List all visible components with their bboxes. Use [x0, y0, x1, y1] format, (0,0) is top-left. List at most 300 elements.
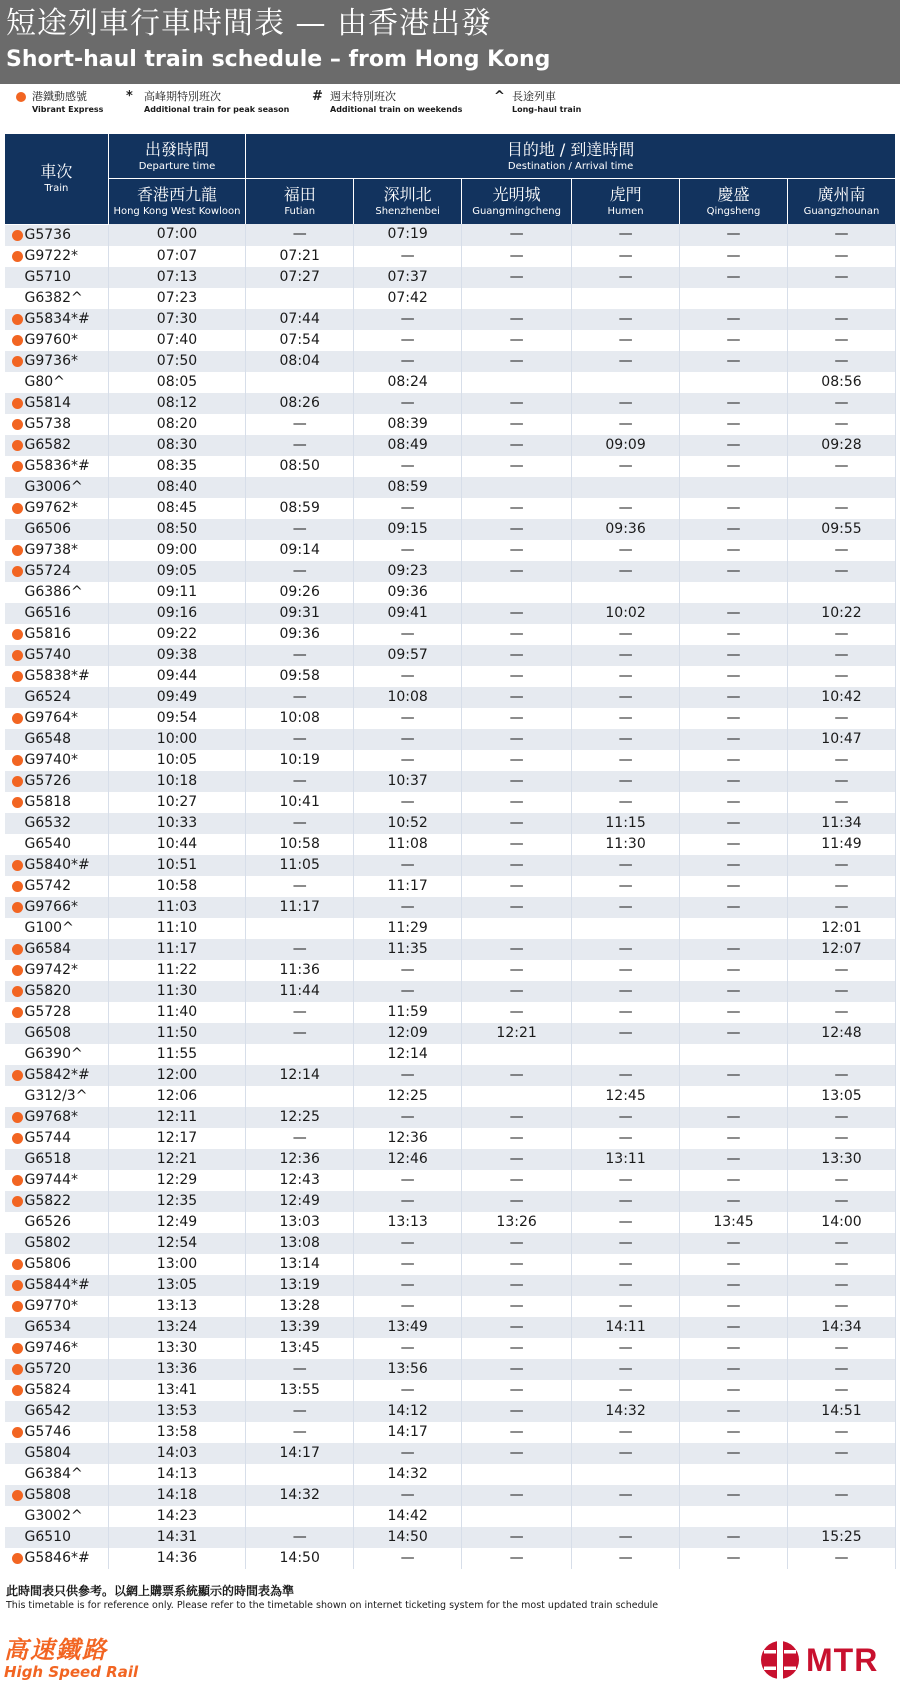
arrival-time: —	[787, 771, 895, 792]
arrival-time: —	[572, 1254, 680, 1275]
arrival-time	[572, 477, 680, 498]
arrival-time: —	[354, 309, 462, 330]
train-number: G80^	[5, 372, 109, 393]
train-number: G6532	[5, 813, 109, 834]
arrival-time: —	[572, 792, 680, 813]
arrival-time: 07:44	[246, 309, 354, 330]
arrival-time: —	[462, 1317, 572, 1338]
departure-time: 08:20	[108, 414, 246, 435]
arrival-time: —	[354, 1443, 462, 1464]
table-row	[5, 687, 896, 708]
arrival-time: —	[462, 1380, 572, 1401]
arrival-time: —	[354, 897, 462, 918]
arrival-time: —	[462, 813, 572, 834]
arrival-time: —	[462, 750, 572, 771]
arrival-time: —	[572, 351, 680, 372]
arrival-time: —	[572, 1275, 680, 1296]
vibrant-express-dot-icon	[12, 1427, 23, 1438]
vibrant-express-dot-icon	[12, 1112, 23, 1123]
vibrant-express-dot-icon	[12, 755, 23, 766]
arrival-time: —	[787, 897, 895, 918]
arrival-time: —	[462, 1296, 572, 1317]
arrival-time: —	[680, 498, 788, 519]
arrival-time: 10:19	[246, 750, 354, 771]
departure-time: 10:27	[108, 792, 246, 813]
train-number: G6518	[5, 1149, 109, 1170]
arrival-time: —	[787, 1065, 895, 1086]
arrival-time: 09:36	[572, 519, 680, 540]
arrival-time: —	[680, 1401, 788, 1422]
table-row	[5, 1317, 896, 1338]
arrival-time: 11:30	[572, 834, 680, 855]
destination-column-header: 目的地 / 到達時間 Destination / Arrival time	[246, 134, 896, 179]
arrival-time: —	[246, 561, 354, 582]
arrival-time: 13:26	[462, 1212, 572, 1233]
train-number: G9766*	[5, 897, 109, 918]
arrival-time: 09:15	[354, 519, 462, 540]
arrival-time: —	[680, 519, 788, 540]
arrival-time: —	[680, 1422, 788, 1443]
departure-time: 09:22	[108, 624, 246, 645]
arrival-time: 09:14	[246, 540, 354, 561]
arrival-time: —	[246, 1527, 354, 1548]
arrival-time: 10:58	[246, 834, 354, 855]
table-row	[5, 1254, 896, 1275]
arrival-time: —	[787, 351, 895, 372]
arrival-time: —	[680, 1128, 788, 1149]
arrival-time	[680, 1044, 788, 1065]
arrival-time: 08:59	[246, 498, 354, 519]
train-number: G9744*	[5, 1170, 109, 1191]
arrival-time: —	[354, 456, 462, 477]
arrival-time: 10:22	[787, 603, 895, 624]
table-row	[5, 519, 896, 540]
arrival-time: —	[787, 414, 895, 435]
table-row	[5, 1464, 896, 1485]
arrival-time: —	[354, 1485, 462, 1506]
arrival-time: —	[680, 330, 788, 351]
departure-time: 09:11	[108, 582, 246, 603]
arrival-time: —	[246, 939, 354, 960]
table-row	[5, 1044, 896, 1065]
vibrant-express-dot-icon	[12, 335, 23, 346]
arrival-time: —	[354, 708, 462, 729]
arrival-time: —	[680, 1107, 788, 1128]
station-header-west-kowloon: 香港西九龍 Hong Kong West Kowloon	[108, 179, 246, 225]
departure-time: 11:03	[108, 897, 246, 918]
arrival-time: —	[680, 435, 788, 456]
vibrant-express-dot-icon	[12, 1133, 23, 1144]
vibrant-express-dot-icon	[12, 629, 23, 640]
departure-time: 09:38	[108, 645, 246, 666]
arrival-time: 13:45	[680, 1212, 788, 1233]
table-row	[5, 477, 896, 498]
high-speed-rail-logo	[4, 1636, 138, 1680]
arrival-time: —	[787, 1485, 895, 1506]
train-number: G5740	[5, 645, 109, 666]
arrival-time: —	[462, 1359, 572, 1380]
arrival-time: 08:50	[246, 456, 354, 477]
departure-time: 08:05	[108, 372, 246, 393]
vibrant-express-dot-icon	[12, 356, 23, 367]
departure-time: 11:22	[108, 960, 246, 981]
train-number: G5724	[5, 561, 109, 582]
vibrant-express-dot-icon	[12, 419, 23, 430]
arrival-time: —	[462, 1233, 572, 1254]
table-row	[5, 939, 896, 960]
caret-symbol: ^	[494, 89, 505, 104]
arrival-time	[572, 288, 680, 309]
vibrant-express-dot-icon	[12, 1553, 23, 1564]
train-number: G5842*#	[5, 1065, 109, 1086]
table-row	[5, 897, 896, 918]
arrival-time: —	[787, 330, 895, 351]
train-number: G5746	[5, 1422, 109, 1443]
arrival-time: —	[354, 960, 462, 981]
arrival-time: 13:08	[246, 1233, 354, 1254]
legend-label-en: Additional train on weekends	[330, 105, 463, 114]
arrival-time: —	[787, 498, 895, 519]
train-number: G6510	[5, 1527, 109, 1548]
orange-dot-icon	[16, 92, 26, 102]
arrival-time	[462, 288, 572, 309]
arrival-time: 13:45	[246, 1338, 354, 1359]
departure-time: 11:17	[108, 939, 246, 960]
departure-time: 07:13	[108, 267, 246, 288]
arrival-time: —	[462, 1527, 572, 1548]
train-number: G3002^	[5, 1506, 109, 1527]
arrival-time: —	[246, 687, 354, 708]
mtr-logo	[760, 1640, 890, 1680]
arrival-time: 10:08	[354, 687, 462, 708]
arrival-time: —	[572, 498, 680, 519]
departure-time: 14:36	[108, 1548, 246, 1569]
vibrant-express-dot-icon	[12, 1175, 23, 1186]
arrival-time: 14:17	[246, 1443, 354, 1464]
table-row	[5, 582, 896, 603]
disclaimer-zh: 此時間表只供參考。以網上購票系統顯示的時間表為準	[6, 1584, 295, 1598]
table-row	[5, 1527, 896, 1548]
arrival-time: —	[572, 330, 680, 351]
arrival-time: —	[462, 1401, 572, 1422]
table-row	[5, 561, 896, 582]
arrival-time: —	[680, 1254, 788, 1275]
departure-time: 14:18	[108, 1485, 246, 1506]
train-number: G9746*	[5, 1338, 109, 1359]
arrival-time: —	[787, 1191, 895, 1212]
arrival-time: —	[787, 309, 895, 330]
arrival-time	[787, 1464, 895, 1485]
vibrant-express-dot-icon	[12, 251, 23, 262]
table-row	[5, 624, 896, 645]
departure-time: 11:40	[108, 1002, 246, 1023]
arrival-time: —	[787, 1443, 895, 1464]
arrival-time: 11:15	[572, 813, 680, 834]
arrival-time: —	[680, 750, 788, 771]
arrival-time: —	[354, 981, 462, 1002]
arrival-time: —	[680, 456, 788, 477]
train-number: G312/3^	[5, 1086, 109, 1107]
arrival-time: —	[572, 1485, 680, 1506]
departure-time: 13:58	[108, 1422, 246, 1443]
arrival-time: 08:49	[354, 435, 462, 456]
arrival-time	[246, 372, 354, 393]
departure-column-header: 出發時間 Departure time	[108, 134, 246, 179]
arrival-time: —	[354, 1170, 462, 1191]
arrival-time: 14:11	[572, 1317, 680, 1338]
vibrant-express-dot-icon	[12, 566, 23, 577]
departure-time: 12:35	[108, 1191, 246, 1212]
train-number: G5838*#	[5, 666, 109, 687]
arrival-time: 13:03	[246, 1212, 354, 1233]
arrival-time: 11:29	[354, 918, 462, 939]
arrival-time: —	[354, 1548, 462, 1569]
arrival-time	[680, 1506, 788, 1527]
arrival-time	[680, 288, 788, 309]
vibrant-express-dot-icon	[12, 1007, 23, 1018]
arrival-time: 09:26	[246, 582, 354, 603]
departure-time: 08:50	[108, 519, 246, 540]
vibrant-express-dot-icon	[12, 545, 23, 556]
arrival-time: —	[680, 813, 788, 834]
arrival-time: —	[462, 1128, 572, 1149]
train-number: G5834*#	[5, 309, 109, 330]
departure-time: 13:24	[108, 1317, 246, 1338]
station-header-guangzhounan: 廣州南 Guangzhounan	[787, 179, 895, 225]
vibrant-express-dot-icon	[12, 1385, 23, 1396]
arrival-time: —	[462, 1338, 572, 1359]
departure-time: 07:23	[108, 288, 246, 309]
arrival-time	[462, 1506, 572, 1527]
arrival-time: 14:42	[354, 1506, 462, 1527]
table-row	[5, 750, 896, 771]
vibrant-express-dot-icon	[12, 944, 23, 955]
arrival-time: —	[462, 1443, 572, 1464]
arrival-time: —	[572, 224, 680, 246]
legend-label-zh: 長途列車	[512, 90, 556, 103]
departure-time: 14:23	[108, 1506, 246, 1527]
vibrant-express-dot-icon	[12, 230, 23, 241]
arrival-time: —	[680, 603, 788, 624]
table-row	[5, 435, 896, 456]
arrival-time	[680, 918, 788, 939]
arrival-time: —	[787, 393, 895, 414]
arrival-time: —	[680, 1296, 788, 1317]
arrival-time: 12:09	[354, 1023, 462, 1044]
train-number: G5806	[5, 1254, 109, 1275]
table-row	[5, 834, 896, 855]
arrival-time: 10:41	[246, 792, 354, 813]
departure-time: 10:51	[108, 855, 246, 876]
arrival-time: —	[354, 1296, 462, 1317]
arrival-time: 09:41	[354, 603, 462, 624]
arrival-time: 14:50	[354, 1527, 462, 1548]
legend-label-en: Long-haul train	[512, 105, 582, 114]
title-bar	[0, 0, 900, 84]
arrival-time: —	[572, 1107, 680, 1128]
arrival-time: 15:25	[787, 1527, 895, 1548]
arrival-time: 07:37	[354, 267, 462, 288]
arrival-time: —	[787, 1002, 895, 1023]
vibrant-express-dot-icon	[12, 1343, 23, 1354]
table-row	[5, 1212, 896, 1233]
arrival-time: —	[680, 729, 788, 750]
arrival-time: —	[680, 1485, 788, 1506]
arrival-time: —	[246, 1002, 354, 1023]
departure-time: 13:13	[108, 1296, 246, 1317]
train-number: G5744	[5, 1128, 109, 1149]
arrival-time: —	[246, 729, 354, 750]
arrival-time: —	[354, 393, 462, 414]
arrival-time: —	[462, 1548, 572, 1569]
arrival-time	[246, 1044, 354, 1065]
train-number: G6526	[5, 1212, 109, 1233]
arrival-time: —	[462, 498, 572, 519]
arrival-time: 14:50	[246, 1548, 354, 1569]
arrival-time: —	[354, 792, 462, 813]
departure-time: 10:44	[108, 834, 246, 855]
arrival-time: —	[787, 224, 895, 246]
arrival-time: —	[680, 561, 788, 582]
table-row	[5, 351, 896, 372]
arrival-time: —	[462, 897, 572, 918]
arrival-time: —	[462, 834, 572, 855]
departure-time: 13:00	[108, 1254, 246, 1275]
train-number: G5808	[5, 1485, 109, 1506]
train-column-header: 車次 Train	[5, 134, 109, 224]
arrival-time: —	[572, 729, 680, 750]
arrival-time: —	[572, 708, 680, 729]
arrival-time: 13:14	[246, 1254, 354, 1275]
arrival-time: —	[572, 1527, 680, 1548]
table-row	[5, 666, 896, 687]
arrival-time: 12:36	[354, 1128, 462, 1149]
arrival-time: 08:04	[246, 351, 354, 372]
arrival-time: —	[462, 414, 572, 435]
departure-time: 12:54	[108, 1233, 246, 1254]
arrival-time	[246, 1086, 354, 1107]
mtr-logo-icon	[760, 1640, 800, 1680]
arrival-time: —	[680, 1023, 788, 1044]
departure-time: 10:58	[108, 876, 246, 897]
arrival-time: —	[680, 855, 788, 876]
arrival-time: 08:24	[354, 372, 462, 393]
vibrant-express-dot-icon	[12, 1490, 23, 1501]
table-row	[5, 1128, 896, 1149]
arrival-time: —	[462, 708, 572, 729]
arrival-time: —	[462, 1275, 572, 1296]
table-row	[5, 1149, 896, 1170]
arrival-time: 12:01	[787, 918, 895, 939]
arrival-time: —	[680, 771, 788, 792]
arrival-time: —	[462, 1254, 572, 1275]
departure-time: 13:41	[108, 1380, 246, 1401]
train-number: G9740*	[5, 750, 109, 771]
train-number: G5804	[5, 1443, 109, 1464]
arrival-time: —	[462, 351, 572, 372]
arrival-time: 12:48	[787, 1023, 895, 1044]
departure-time: 09:44	[108, 666, 246, 687]
departure-time: 13:53	[108, 1401, 246, 1422]
train-number: G5726	[5, 771, 109, 792]
table-row	[5, 1401, 896, 1422]
arrival-time: —	[246, 1422, 354, 1443]
train-number: G100^	[5, 918, 109, 939]
legend	[0, 90, 900, 126]
departure-time: 09:00	[108, 540, 246, 561]
departure-time: 10:33	[108, 813, 246, 834]
arrival-time: 09:28	[787, 435, 895, 456]
arrival-time: 10:02	[572, 603, 680, 624]
station-header-humen: 虎門 Humen	[572, 179, 680, 225]
table-row	[5, 771, 896, 792]
arrival-time: —	[354, 1338, 462, 1359]
table-row	[5, 1086, 896, 1107]
arrival-time: —	[572, 1422, 680, 1443]
train-number: G5736	[5, 224, 109, 246]
table-row	[5, 1485, 896, 1506]
table-row	[5, 1443, 896, 1464]
arrival-time: —	[572, 645, 680, 666]
train-number: G5844*#	[5, 1275, 109, 1296]
vibrant-express-dot-icon	[12, 1259, 23, 1270]
arrival-time: —	[680, 687, 788, 708]
arrival-time: —	[787, 960, 895, 981]
table-row	[5, 372, 896, 393]
arrival-time: 14:00	[787, 1212, 895, 1233]
table-row	[5, 1380, 896, 1401]
arrival-time	[462, 918, 572, 939]
arrival-time: —	[680, 981, 788, 1002]
arrival-time: —	[680, 666, 788, 687]
arrival-time: —	[680, 1065, 788, 1086]
arrival-time: —	[462, 519, 572, 540]
arrival-time: —	[572, 624, 680, 645]
arrival-time: —	[354, 498, 462, 519]
timetable	[4, 134, 896, 1569]
arrival-time	[572, 372, 680, 393]
arrival-time: —	[462, 330, 572, 351]
train-number: G9722*	[5, 246, 109, 267]
arrival-time: —	[572, 960, 680, 981]
arrival-time: —	[354, 1275, 462, 1296]
arrival-time: —	[680, 309, 788, 330]
vibrant-express-dot-icon	[12, 1301, 23, 1312]
arrival-time: —	[787, 1254, 895, 1275]
table-row	[5, 813, 896, 834]
arrival-time	[462, 477, 572, 498]
arrival-time: —	[680, 1233, 788, 1254]
train-number: G5816	[5, 624, 109, 645]
train-number: G5738	[5, 414, 109, 435]
arrival-time: —	[462, 771, 572, 792]
arrival-time: —	[787, 624, 895, 645]
departure-time: 12:00	[108, 1065, 246, 1086]
vibrant-express-dot-icon	[12, 398, 23, 409]
train-number: G6508	[5, 1023, 109, 1044]
arrival-time: 11:08	[354, 834, 462, 855]
arrival-time: —	[354, 1191, 462, 1212]
train-number: G5824	[5, 1380, 109, 1401]
arrival-time: 11:05	[246, 855, 354, 876]
arrival-time: 08:39	[354, 414, 462, 435]
arrival-time: 11:44	[246, 981, 354, 1002]
asterisk-symbol: *	[126, 89, 133, 104]
arrival-time: 13:13	[354, 1212, 462, 1233]
table-row	[5, 855, 896, 876]
arrival-time	[680, 372, 788, 393]
arrival-time	[246, 1464, 354, 1485]
